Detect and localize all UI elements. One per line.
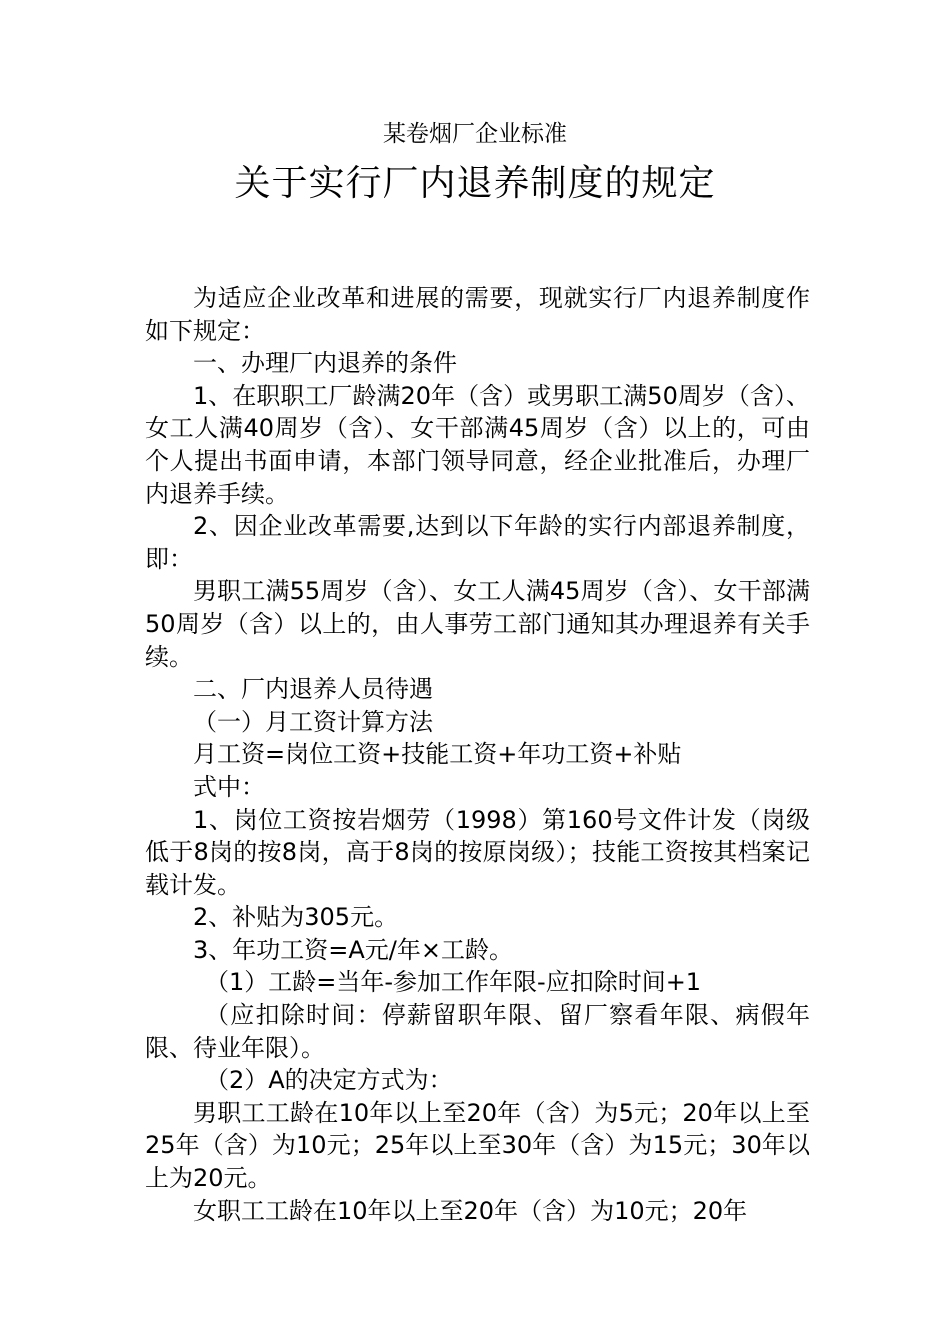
section-heading-2: 二、厂内退养人员待遇 bbox=[193, 675, 433, 704]
paragraph-deduction-note: （应扣除时间：停薪留职年限、留厂察看年限、病假年限、待业年限）。 bbox=[145, 1001, 810, 1062]
document-subtitle: 某卷烟厂企业标准 bbox=[383, 121, 567, 147]
paragraph-post-wage: 1、岗位工资按岩烟劳（1998）第160号文件计发（岗级低于8岗的按8岗，高于8岗的按原岗级）；技能工资按其档案记载计发。 bbox=[145, 805, 810, 899]
paragraph-seniority-formula: （1）工龄=当年-参加工作年限-应扣除时间+1 bbox=[205, 968, 702, 997]
paragraph-age-rules: 男职工满55周岁（含）、女工人满45周岁（含）、女干部满50周岁（含）以上的，由人事劳工部门通知其办理退养有关手续。 bbox=[145, 577, 810, 671]
paragraph-condition-2: 2、因企业改革需要,达到以下年龄的实行内部退养制度，即： bbox=[145, 512, 810, 573]
paragraph-condition-1: 1、在职职工厂龄满20年（含）或男职工满50周岁（含）、女工人满40周岁（含）、女干部满45周岁（含）以上的，可由个人提出书面申请，本部门领导同意，经企业批准后，办理厂内退养手续。 bbox=[145, 381, 810, 508]
document-title: 关于实行厂内退养制度的规定 bbox=[234, 163, 716, 204]
document-body bbox=[145, 282, 810, 1227]
section-heading-1: 一、办理厂内退养的条件 bbox=[193, 349, 457, 378]
paragraph-subsidy: 2、补贴为305元。 bbox=[193, 903, 399, 932]
subsection-heading-1: （一）月工资计算方法 bbox=[193, 707, 433, 736]
wage-formula: 月工资=岗位工资+技能工资+年功工资+补贴 bbox=[193, 740, 682, 769]
formula-where-label: 式中： bbox=[193, 772, 265, 801]
paragraph-seniority-wage: 3、年功工资=A元/年×工龄。 bbox=[193, 935, 513, 964]
paragraph-female-rates: 女职工工龄在10年以上至20年（含）为10元；20年 bbox=[193, 1196, 748, 1225]
paragraph-a-determination: （2）A的决定方式为： bbox=[205, 1066, 453, 1095]
paragraph-intro: 为适应企业改革和进展的需要，现就实行厂内退养制度作如下规定： bbox=[145, 284, 810, 345]
paragraph-male-rates: 男职工工龄在10年以上至20年（含）为5元；20年以上至25年（含）为10元；25年以上至30年（含）为15元；30年以上为20元。 bbox=[145, 1098, 810, 1193]
